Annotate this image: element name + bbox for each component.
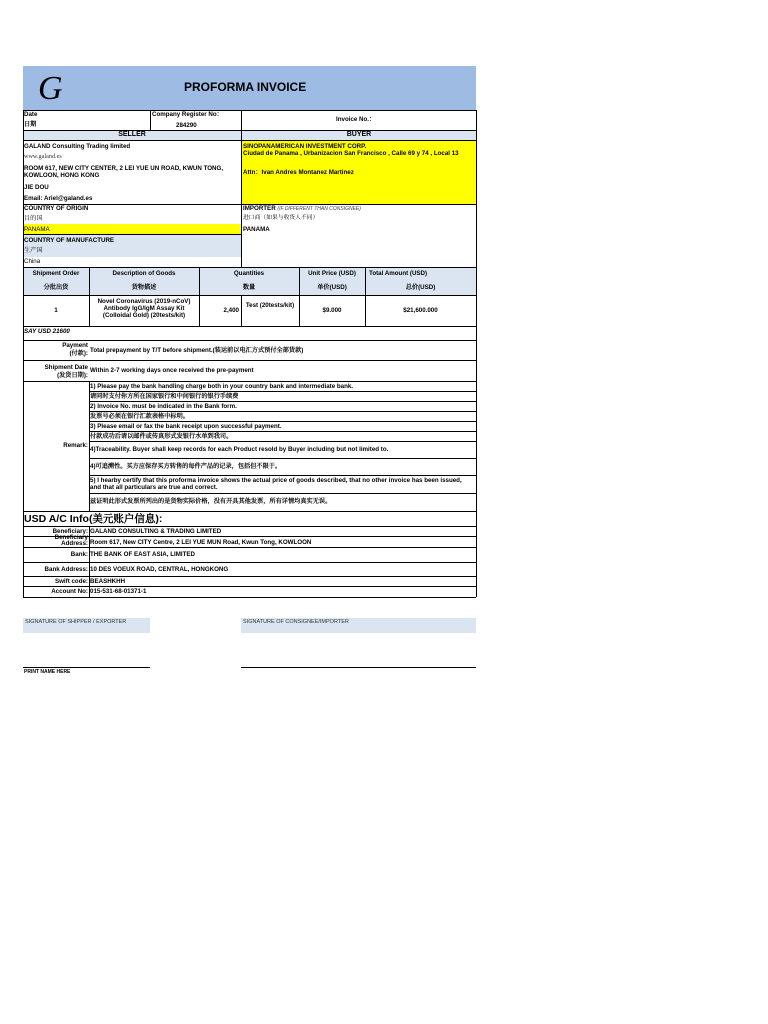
rule [23,110,24,597]
seller-website[interactable]: www.galand.es [24,153,62,160]
company-logo: G [38,70,63,107]
importer-value: PANAMA [243,226,270,233]
remark-line: 5) I hearby certify that this proforma invoice shows the actual price of goods described, that no other invoice has been issued, and that all particulars are true and correct. [90,477,462,491]
remark-line: 1) Please pay the bank handling charge both in your country bank and intermediate bank. [90,383,354,390]
rule [89,381,90,511]
bank-value-bank-address: 10 DES VOEUX ROAD, CENTRAL, HONGKONG [90,566,229,573]
th-unit-price: Unit Price (USD) [308,270,356,277]
bank-value-beneficiary: GALAND CONSULTING & TRADING LIMITED [90,528,222,535]
rule [241,130,242,267]
print-name-label: PRINT NAME HERE [24,669,71,675]
bank-value-swift: BEASHKHH [90,578,126,585]
importer-label-cn: 进口商（如果与收货人不同） [243,215,319,221]
remark-line: 兹证明此形式发票所列出的是货物实际价格，没有开具其他发票，所有详情均真实无误。 [90,498,332,505]
date-label-cn: 日期 [24,121,37,128]
seller-address: ROOM 617, NEW CITY CENTER, 2 LEI YUE UN ROAD, KWUN TONG, KOWLOON, HONG KONG [24,165,224,179]
importer-label-text: IMPORTER [243,205,276,212]
date-label: Date [24,111,38,118]
say-total: SAY USD 21600 [24,328,70,335]
rule [23,597,476,598]
th-shipment-order-cn: 分批出货 [43,284,69,291]
bank-label-swift: Swift code: [54,578,88,585]
rule [89,411,476,412]
bank-value-account: 015-531-68-01371-1 [90,588,147,595]
shipment-date-label-cn: (发货日期): [57,372,88,379]
rule [23,526,476,527]
th-description: Description of Goods [112,270,176,277]
rule [23,340,476,341]
manufacture-label-cn: 生产国 [24,247,43,254]
seller-name: GALAND Consulting Trading limited [24,143,131,150]
bank-label-address: Beneficiary Address: [54,534,88,547]
origin-value: PANAMA [24,226,50,233]
importer-note: (IF DIFFERENT THAN CONSIGNEE) [277,206,361,212]
shipment-date-value: Within 2-7 working days once received the pre-payment [90,367,254,374]
shipment-date-label: Shipment Date [44,364,88,371]
row-unit-price: $9.000 [322,307,342,314]
consignee-signature-line[interactable] [241,667,476,668]
th-description-cn: 货物描述 [131,284,157,291]
rule [23,326,476,327]
th-total: Total Amount (USD) [369,270,428,277]
rule [23,110,476,111]
rule [23,360,476,361]
rule [299,267,300,326]
th-shipment-order: Shipment Order [32,270,80,277]
rule [89,526,90,597]
manufacture-label: COUNTRY OF MANUFACTURE [24,237,115,244]
invoice-number-label: Invoice No.： [336,116,376,123]
rule [89,267,90,326]
buyer-attn: Attn：Ivan Andres Montanez Martinez [243,169,354,176]
remark-line: 3) Please email or fax the bank receipt upon successful payment. [90,423,282,430]
th-unit-price-cn: 单价(USD) [317,284,347,291]
rule [89,441,476,442]
th-total-cn: 总价(USD) [405,284,436,291]
row-order: 1 [54,307,58,314]
bank-label-account: Account No: [51,588,88,595]
rule [89,401,476,402]
rule [23,576,476,577]
origin-highlight [23,224,241,234]
shipper-signature-line[interactable] [23,667,150,668]
remark-line: 4)Traceability. Buyer shall keep records for each Product resold by Buyer including but not limited to. [90,446,389,453]
origin-label: COUNTRY OF ORIGIN [24,205,89,212]
bank-label-bank: Bank: [70,551,88,558]
seller-contact: JIE DOU [24,184,49,191]
rule [89,493,476,494]
bank-value-address: Room 617, New CITY Centre, 2 LEI YUE MUN Road, Kwun Tong, KOWLOON [90,539,312,546]
row-qty: 2,400 [223,307,239,314]
row-description: Novel Coronavirus (2019-nCoV) Antibody IgG/IgM Assay Kit (Colloidal Gold) (20tests/kit) [97,298,191,319]
buyer-address: Ciudad de Panama , Urbanizacion San Francisco , Calle 69 y 74 , Local 13 [243,150,459,157]
seller-heading: SELLER [118,131,146,138]
rule [23,511,476,512]
bank-heading: USD A/C Info(美元账户信息): [24,513,163,525]
rule [89,421,476,422]
shipper-signature-label: SIGNATURE OF SHIPPER / EXPORTER [23,618,150,633]
rule [23,295,476,296]
row-total: $21,600.000 [403,307,438,314]
rule [23,536,476,537]
rule [23,381,476,382]
origin-label-cn: 目的国 [24,215,43,222]
row-unit: Test (20tests/kit) [245,302,295,309]
rule [23,586,476,587]
rule [476,110,477,597]
rule [365,267,366,326]
rule [23,562,476,563]
seller-email[interactable]: Email: Ariel@galand.es [24,195,93,202]
buyer-heading: BUYER [346,131,372,138]
bank-label-beneficiary: Beneficiary: [52,528,88,535]
bank-label-bank-address: Bank Address: [44,566,88,573]
rule [23,547,476,548]
buyer-name: SINOPANAMERICAN INVESTMENT CORP. [243,143,367,150]
rule [89,391,476,392]
remark-line: 请同时支付你方所在国家银行和中间银行的银行手续费 [90,393,239,400]
manufacture-value: China [24,258,41,265]
remark-line: 付款成功后请以邮件或传真形式发银行水单到我司。 [90,433,233,440]
remark-line: 2) Invoice No. must be indicated in the Bank form. [90,403,237,410]
th-quantities-cn: 数量 [242,284,256,291]
rule [241,295,242,326]
remark-label: Remark: [63,442,88,449]
company-register-value: 284290 [176,122,197,129]
document-title: PROFORMA INVOICE [184,80,307,94]
rule [150,110,151,130]
payment-label: Payment [62,342,88,349]
company-register-label: Company Register No： [152,111,223,118]
rule [89,458,476,459]
payment-value: Total prepayment by T/T before shipment.(装运前以电汇方式预付全部货款) [90,347,304,354]
rule [241,110,242,130]
remark-line: 4)可追溯性。买方应保存买方转售的每件产品的记录，包括但不限于。 [90,463,282,470]
importer-label [243,205,361,213]
consignee-signature-label: SIGNATURE OF CONSIGNEE/IMPORTER [241,618,476,633]
bank-value-bank: THE BANK OF EAST ASIA, LIMITED [90,551,195,558]
remark-line: 发票号必须在银行汇款表格中标明。 [90,413,189,420]
th-quantities: Quantities [233,270,265,277]
rule [89,475,476,476]
rule [199,267,200,326]
payment-label-cn: (付款): [69,350,88,357]
rule [89,431,476,432]
